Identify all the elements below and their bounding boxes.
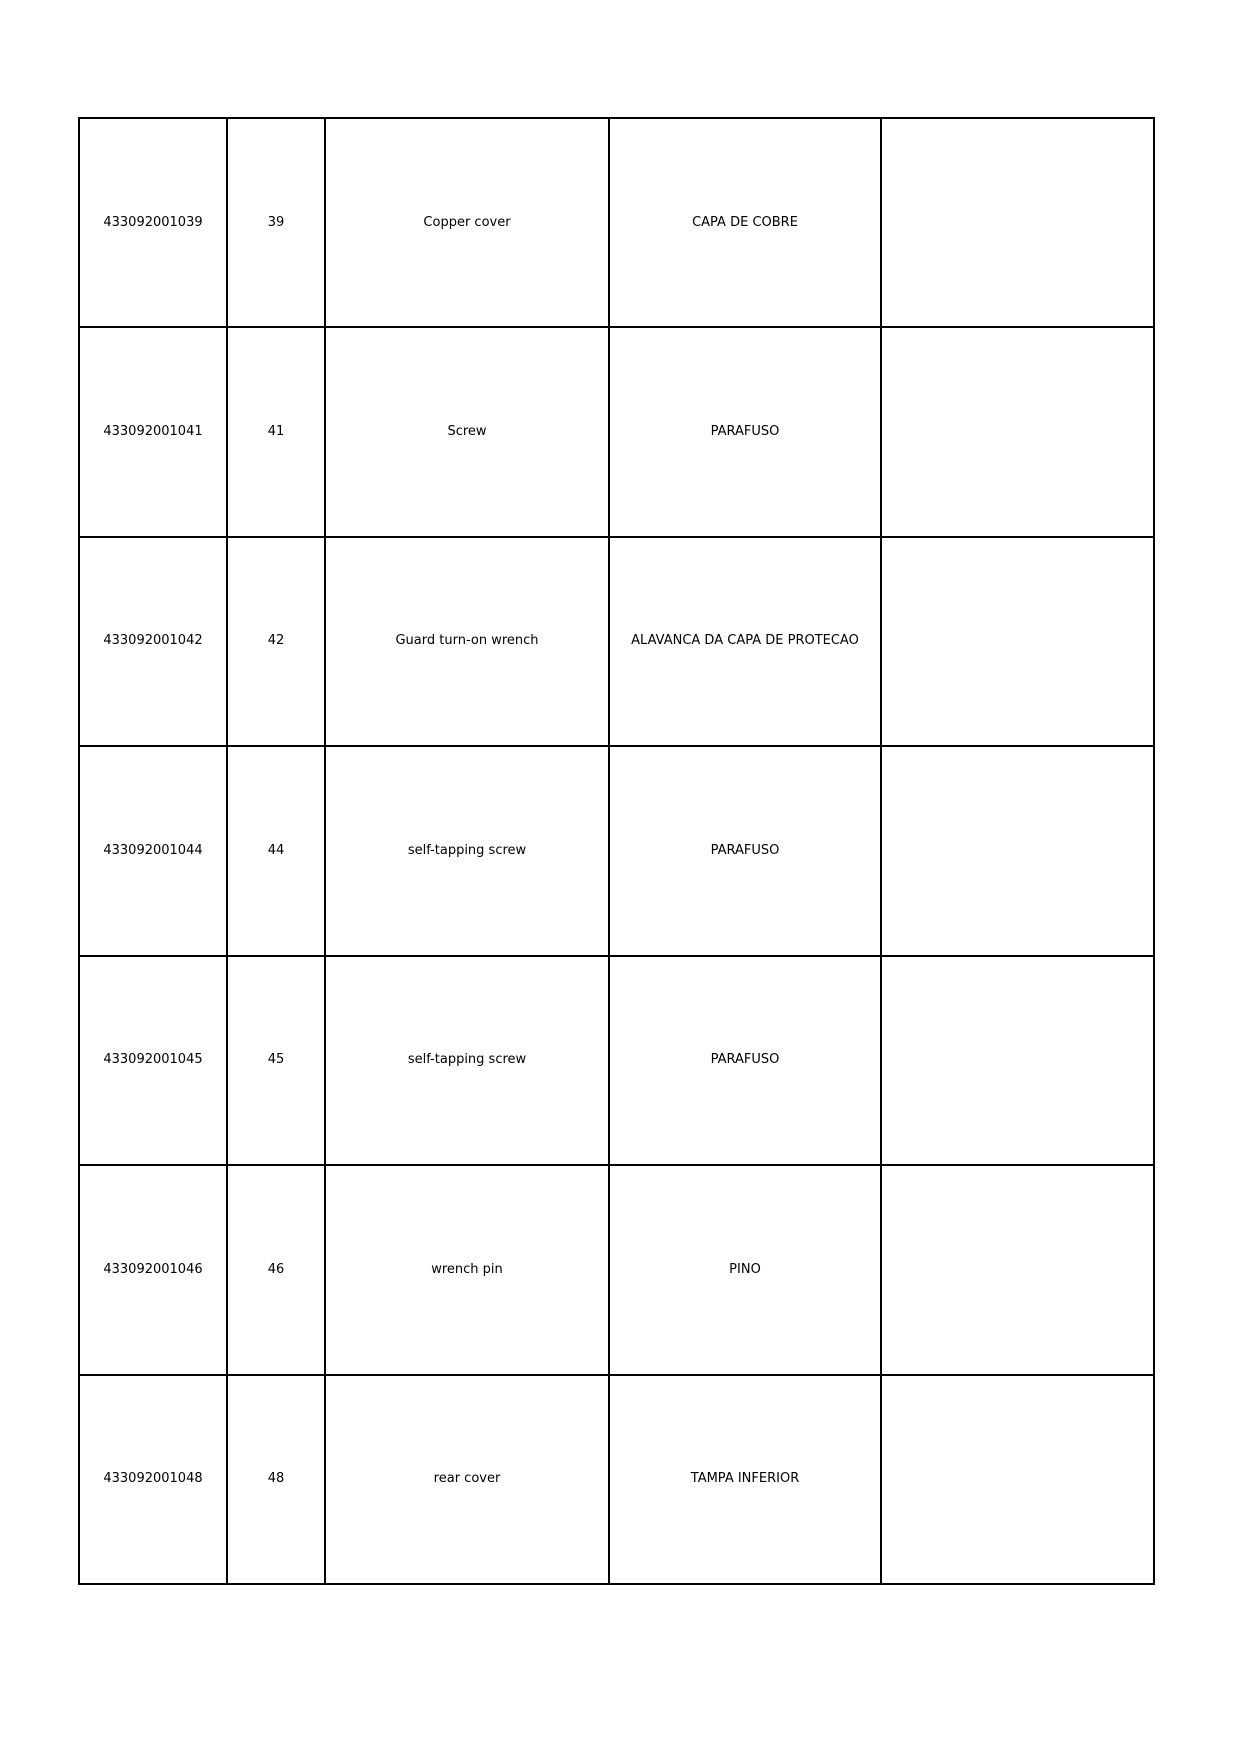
description-en-cell: Copper cover bbox=[325, 118, 609, 327]
table-row bbox=[79, 537, 1154, 746]
description-en-cell: Screw bbox=[325, 327, 609, 536]
item-no-cell: 45 bbox=[227, 956, 325, 1165]
part-number-cell: 433092001044 bbox=[79, 746, 227, 955]
part-number-cell: 433092001041 bbox=[79, 327, 227, 536]
description-en-cell: rear cover bbox=[325, 1375, 609, 1584]
item-no-cell: 42 bbox=[227, 537, 325, 746]
notes-cell bbox=[881, 537, 1154, 746]
part-number-cell: 433092001046 bbox=[79, 1165, 227, 1374]
part-number-cell: 433092001039 bbox=[79, 118, 227, 327]
notes-cell bbox=[881, 956, 1154, 1165]
description-pt-cell: ALAVANCA DA CAPA DE PROTECAO bbox=[609, 537, 881, 746]
table-row bbox=[79, 1375, 1154, 1584]
description-en-cell: wrench pin bbox=[325, 1165, 609, 1374]
description-pt-cell: PARAFUSO bbox=[609, 746, 881, 955]
item-no-cell: 44 bbox=[227, 746, 325, 955]
description-pt-cell: TAMPA INFERIOR bbox=[609, 1375, 881, 1584]
table-row bbox=[79, 746, 1154, 955]
part-number-cell: 433092001042 bbox=[79, 537, 227, 746]
description-pt-cell: CAPA DE COBRE bbox=[609, 118, 881, 327]
description-en-cell: self-tapping screw bbox=[325, 746, 609, 955]
notes-cell bbox=[881, 746, 1154, 955]
notes-cell bbox=[881, 1375, 1154, 1584]
notes-cell bbox=[881, 118, 1154, 327]
item-no-cell: 41 bbox=[227, 327, 325, 536]
item-no-cell: 46 bbox=[227, 1165, 325, 1374]
description-en-cell: self-tapping screw bbox=[325, 956, 609, 1165]
parts-table bbox=[78, 117, 1155, 1585]
item-no-cell: 48 bbox=[227, 1375, 325, 1584]
notes-cell bbox=[881, 327, 1154, 536]
part-number-cell: 433092001048 bbox=[79, 1375, 227, 1584]
part-number-cell: 433092001045 bbox=[79, 956, 227, 1165]
description-pt-cell: PINO bbox=[609, 1165, 881, 1374]
notes-cell bbox=[881, 1165, 1154, 1374]
description-pt-cell: PARAFUSO bbox=[609, 327, 881, 536]
table-row bbox=[79, 118, 1154, 327]
description-en-cell: Guard turn-on wrench bbox=[325, 537, 609, 746]
description-pt-cell: PARAFUSO bbox=[609, 956, 881, 1165]
table-row bbox=[79, 327, 1154, 536]
table-row bbox=[79, 956, 1154, 1165]
item-no-cell: 39 bbox=[227, 118, 325, 327]
table-row bbox=[79, 1165, 1154, 1374]
